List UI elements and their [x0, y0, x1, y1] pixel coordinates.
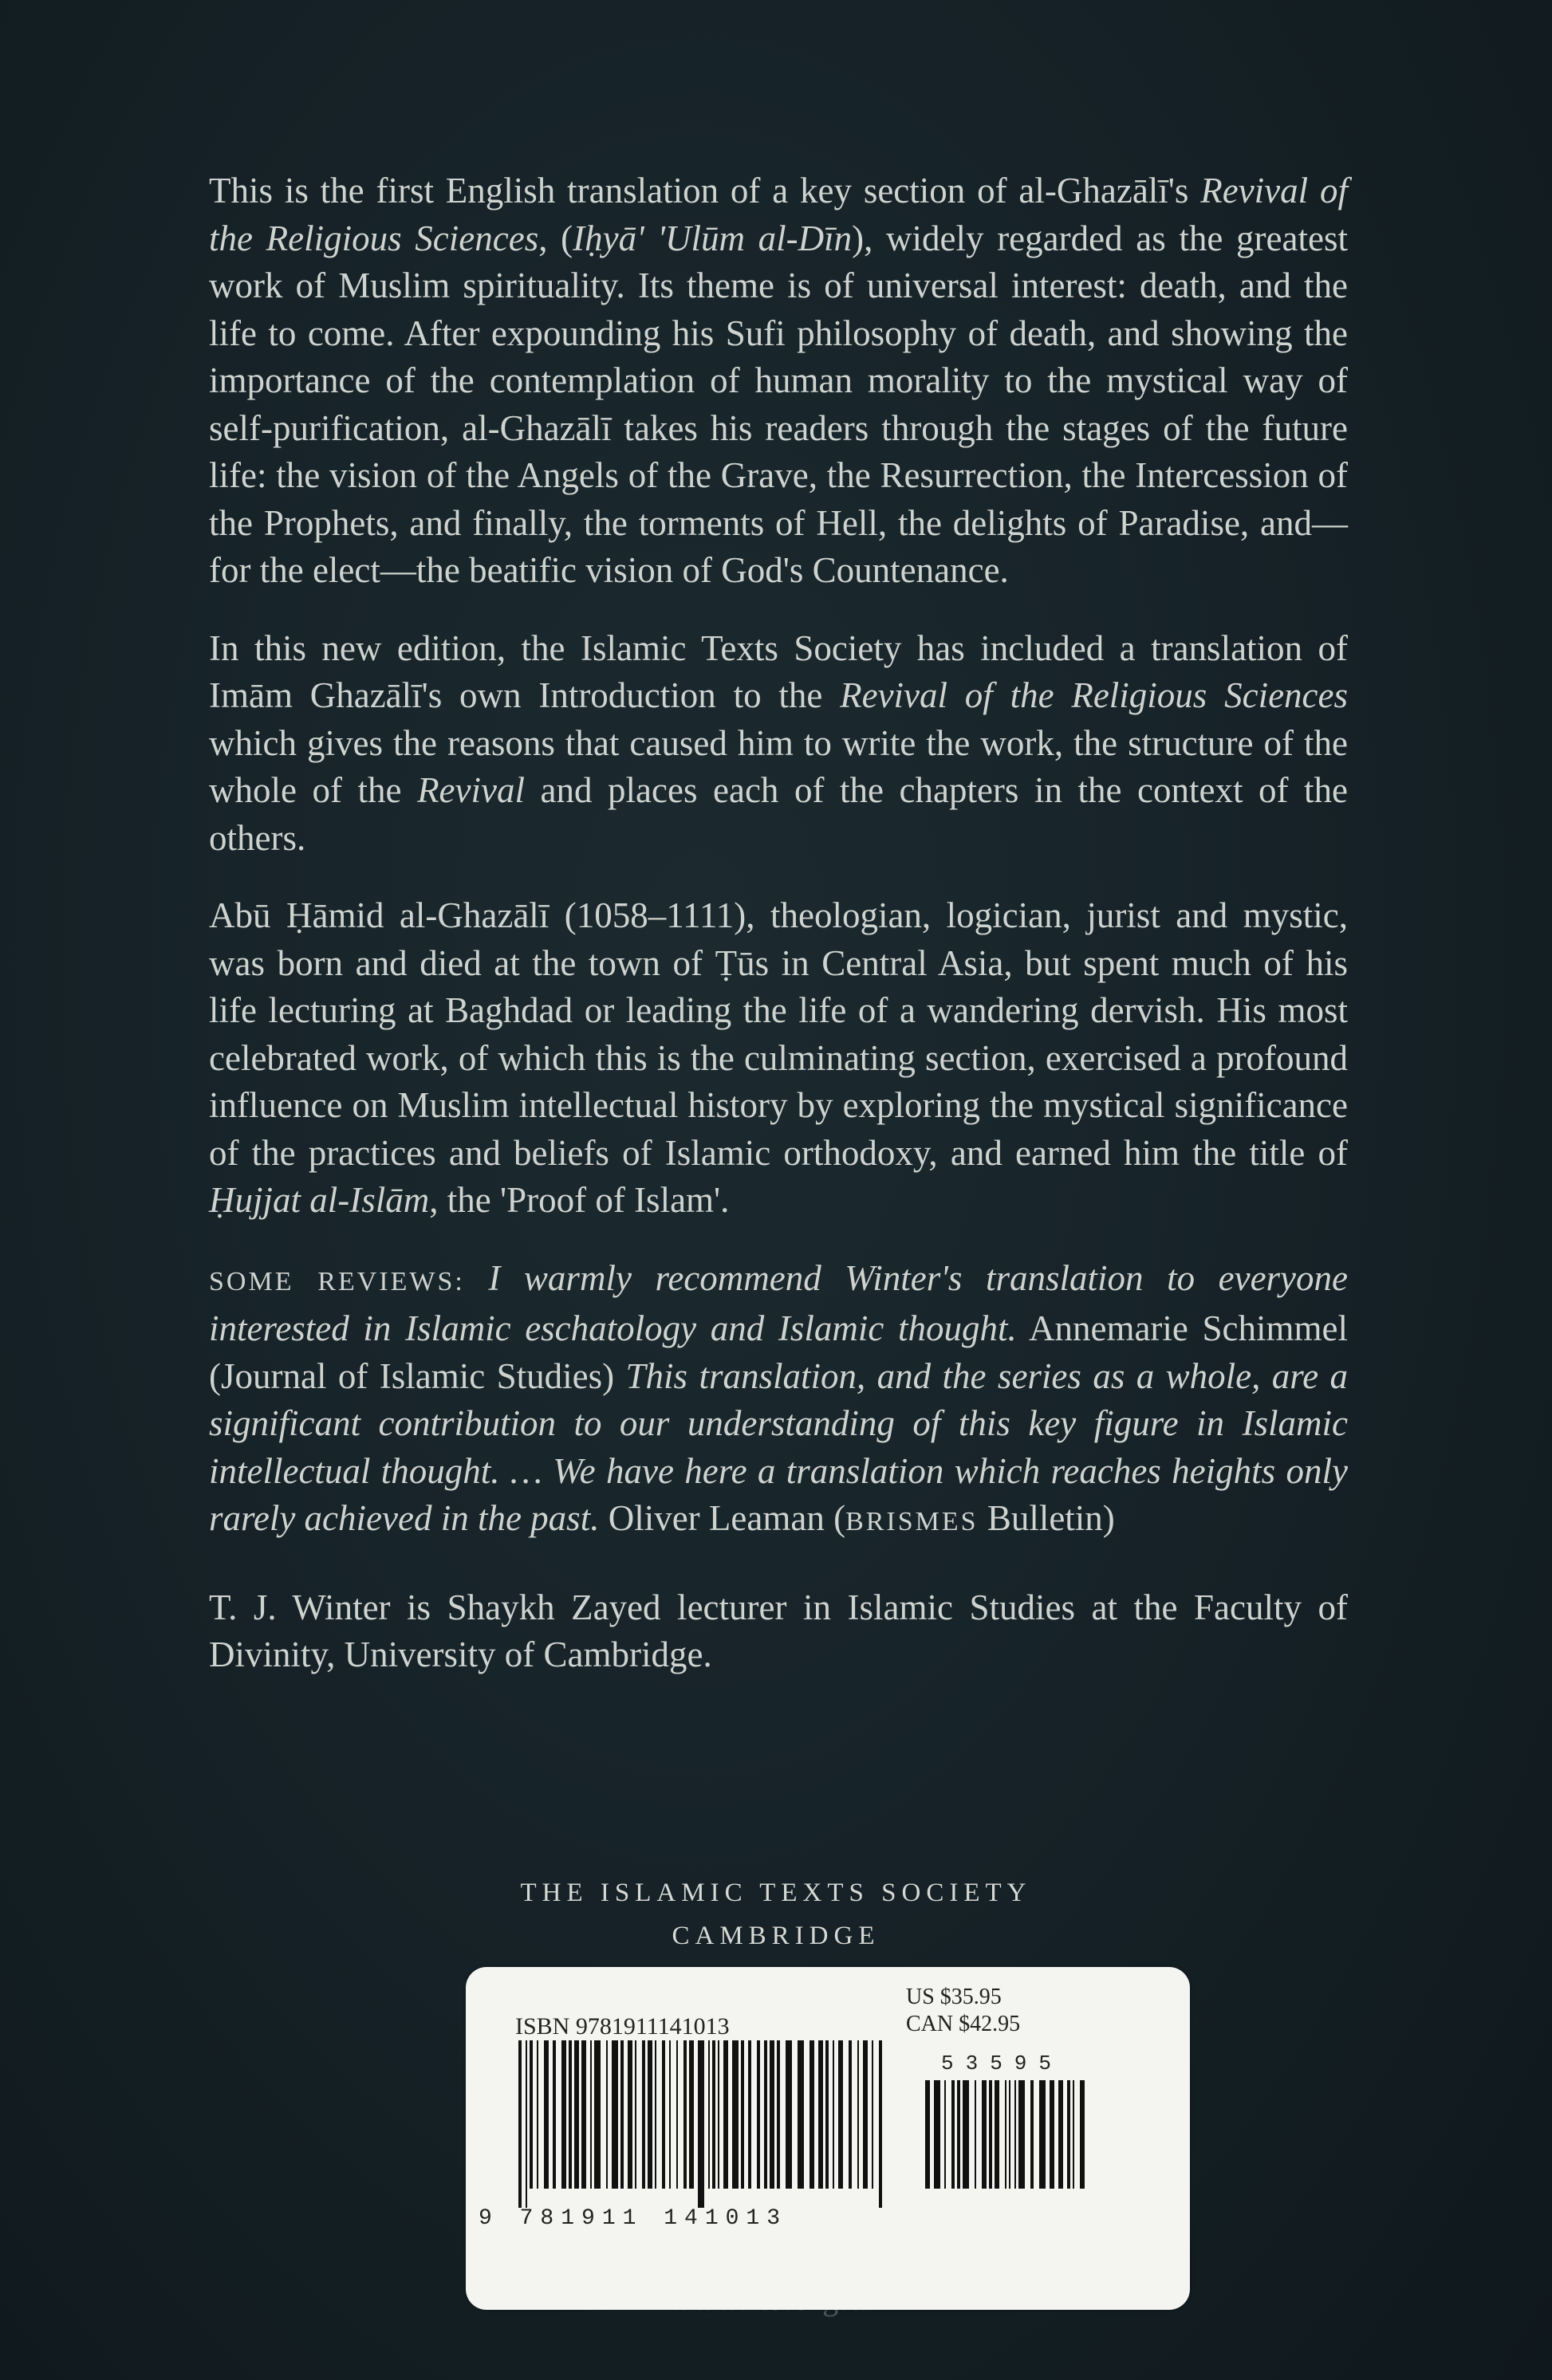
- barcode-bar: [581, 2040, 586, 2189]
- barcode-bar: [594, 2040, 601, 2189]
- paragraph-translator: T. J. Winter is Shaykh Zayed lecturer in Islamic Studies at the Faculty of Divinity, University of Cambridge.: [209, 1587, 1348, 1674]
- text-run: and places each of the chapters in the context of the others.: [209, 770, 1348, 858]
- barcode-bar: [925, 2080, 930, 2189]
- barcode-bar: [825, 2040, 829, 2189]
- barcode-bar: [863, 2040, 868, 2189]
- barcode-bar: [838, 2040, 843, 2189]
- barcode-bar: [590, 2040, 592, 2189]
- barcode-bar: [963, 2080, 969, 2189]
- barcode-bar: [1030, 2080, 1034, 2189]
- barcode-bar: [1080, 2080, 1085, 2189]
- barcode-bar: [1005, 2080, 1006, 2189]
- barcode-bar: [975, 2080, 976, 2189]
- honorific-title: Ḥujjat al-Islām: [209, 1180, 430, 1220]
- publisher-city: CAMBRIDGE: [672, 1922, 880, 1950]
- barcode-bar: [849, 2040, 852, 2189]
- book-title: Revival of the Religious Sciences: [840, 675, 1348, 715]
- arabic-title: Iḥyā' 'Ulūm al-Dīn: [573, 218, 853, 258]
- barcode-bar: [1014, 2080, 1016, 2189]
- review-quote: I warmly recommend Winter's translation to everyone interested in Islamic eschatology and Islamic thought.: [209, 1257, 1349, 1348]
- barcode-bar: [857, 2040, 859, 2189]
- barcode-bar: [606, 2040, 608, 2189]
- text-run: ), widely regarded as the greatest work of Muslim spirituality. Its theme is of universal interest: death, and the life to come. After expounding his Sufi philosophy of death, and showing the importance of the contemplation of human morality to the mystical way of self-purification, al-Ghazālī takes his readers through the stages of the future life: the vision of the Angels of the Grave, the Resurrection, the Intercession of the Prophets, and finally, the torments of Hell, the delights of Paradise, and—for the elect—the beatific vision of God's Countenance.: [209, 218, 1348, 590]
- barcode-bar: [982, 2080, 987, 2189]
- text-run: , (: [538, 218, 573, 258]
- barcode-bar: [770, 2040, 774, 2189]
- reviews-section: [209, 1255, 1348, 1546]
- text-run: Abū Ḥāmid al-Ghazālī (1058–1111), theologian, logician, jurist and mystic, was born and died at the town of Ṭūs in Central Asia, but spent much of his life lecturing at Baghdad or leading the life of a wandering dervish. His most celebrated work, of which this is the culminating section, exercised a profound influence on Muslim intellectual history by exploring the mystical significance of the practices and beliefs of Islamic orthodoxy, and earned him the title of: [209, 895, 1348, 1173]
- barcode-bar: [655, 2040, 656, 2189]
- review-source: BRISMES: [845, 1507, 979, 1536]
- review-attribution: Bulletin): [978, 1498, 1115, 1538]
- barcode-bar: [732, 2040, 739, 2189]
- barcode-bar: [818, 2040, 823, 2189]
- barcode-bar: [526, 2040, 527, 2208]
- paragraph-intro: [209, 167, 1348, 595]
- blurb-text: [209, 167, 1348, 1709]
- barcode-bar: [1039, 2080, 1046, 2189]
- review-attribution: Annemarie Schimmel (Journal of Islamic Studies): [209, 1308, 1349, 1396]
- barcode-bar: [676, 2040, 678, 2189]
- barcode-bar: [764, 2040, 767, 2189]
- barcode-bar: [934, 2080, 940, 2189]
- text-run: , the 'Proof of Islam'.: [429, 1180, 730, 1220]
- barcode-bar: [723, 2040, 728, 2189]
- barcode-bar: [748, 2040, 751, 2189]
- paragraph-biography: [209, 892, 1348, 1225]
- barcode-bar: [708, 2040, 710, 2189]
- barcode-bar: [786, 2040, 792, 2189]
- barcode-bar: [683, 2040, 687, 2189]
- barcode-bar: [718, 2040, 719, 2189]
- barcode-bar: [530, 2040, 533, 2189]
- barcode-bar: [689, 2040, 694, 2189]
- barcode-bar: [669, 2040, 671, 2189]
- barcode-bar: [553, 2040, 556, 2189]
- barcode-bar: [628, 2040, 632, 2189]
- barcode-bar: [662, 2040, 665, 2189]
- barcode-bar: [1009, 2080, 1010, 2189]
- barcode-bar: [537, 2040, 538, 2189]
- review-quote: This translation, and the series as a whole, are a significant contribution to our understanding of this key figure in Islamic intellectual thought. … We have here a translation which reaches heights only rarely achieved in the past.: [209, 1355, 1348, 1538]
- barcode-bar: [798, 2040, 804, 2189]
- price-us: US $35.95: [906, 1985, 1002, 2009]
- barcode-bar: [544, 2040, 549, 2189]
- isbn-barcode: [518, 2040, 885, 2208]
- barcode-bar: [777, 2040, 780, 2189]
- barcode-bar: [1018, 2080, 1025, 2189]
- barcode-bar: [642, 2040, 645, 2189]
- price-can: CAN $42.95: [906, 2012, 1021, 2036]
- text-run: This is the first English translation of a key section of al-Ghazālī's: [209, 171, 1201, 210]
- barcode-bar: [741, 2040, 744, 2189]
- text-run: In this new edition, the Islamic Texts Society has included a translation of Imām Ghazālī's own Introduction to the: [209, 627, 1348, 715]
- barcode-bar: [635, 2040, 636, 2189]
- barcode-bar: [574, 2040, 579, 2189]
- barcode-bar: [872, 2040, 873, 2189]
- text-run: which gives the reasons that caused him to write the work, the structure of the whole of the: [209, 722, 1348, 810]
- barcode-bar: [1050, 2080, 1054, 2189]
- barcode-bar: [620, 2040, 624, 2189]
- barcode-bar: [944, 2080, 946, 2189]
- barcode-bar: [648, 2040, 652, 2189]
- review-attribution: Oliver Leaman (: [608, 1498, 846, 1538]
- barcode-digits: 9 781911 141013: [479, 2206, 788, 2231]
- barcode-bar: [518, 2040, 522, 2208]
- barcode-bar: [833, 2040, 834, 2189]
- barcode-bar: [698, 2040, 704, 2208]
- addon-barcode: [925, 2080, 1085, 2208]
- barcode-bar: [989, 2080, 992, 2189]
- paragraph-edition: [209, 625, 1348, 863]
- publisher-name: THE ISLAMIC TEXTS SOCIETY: [520, 1878, 1032, 1907]
- book-title-short: Revival: [417, 770, 525, 810]
- reviews-label: SOME REVIEWS:: [209, 1266, 465, 1296]
- barcode-bar: [995, 2080, 999, 2189]
- barcode-bar: [569, 2040, 572, 2189]
- barcode-bar: [712, 2040, 715, 2189]
- barcode-bar: [1073, 2080, 1074, 2189]
- barcode-bar: [561, 2040, 566, 2189]
- barcode-sticker: [466, 1967, 1190, 2310]
- addon-digits: 53595: [941, 2052, 1064, 2075]
- barcode-bar: [612, 2040, 618, 2189]
- barcode-bar: [957, 2080, 960, 2189]
- barcode-bar: [951, 2080, 955, 2189]
- isbn-label: ISBN 9781911141013: [515, 2013, 730, 2040]
- barcode-bar: [879, 2040, 882, 2208]
- barcode-bar: [757, 2040, 760, 2189]
- barcode-bar: [809, 2040, 814, 2189]
- book-title: Revival of the Religious Sciences: [209, 171, 1348, 258]
- barcode-bar: [1067, 2080, 1070, 2189]
- barcode-bar: [1058, 2080, 1063, 2189]
